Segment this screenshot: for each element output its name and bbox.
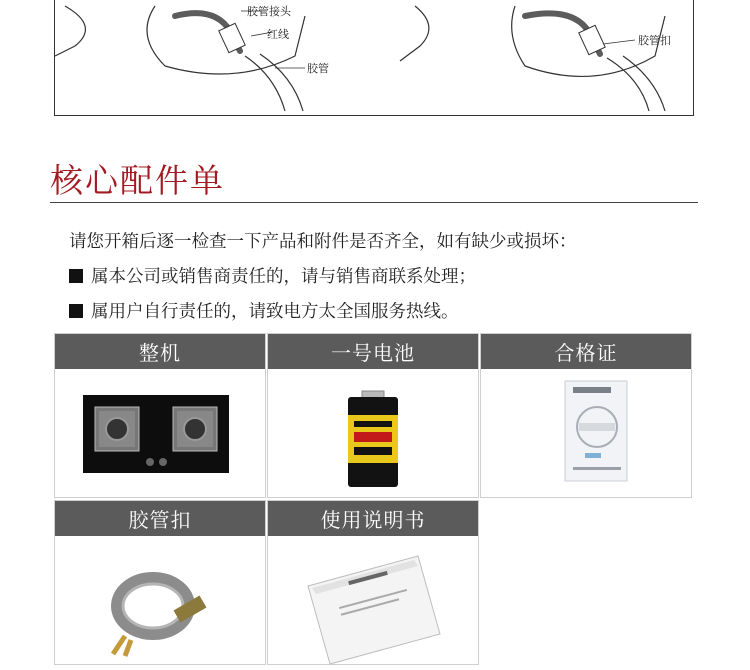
accessory-card xyxy=(54,333,266,498)
installation-diagram xyxy=(54,0,694,116)
intro-text: 请您开箱后逐一检查一下产品和附件是否齐全，如有缺少或损坏： xyxy=(69,232,577,252)
bullet-text: 属本公司或销售商责任的，请与销售商联系处理； xyxy=(91,267,476,287)
section-title: 核心配件单 xyxy=(50,161,225,200)
bullet-text: 属用户自行责任的，请致电方太全国服务热线。 xyxy=(91,302,459,322)
battery-image xyxy=(268,369,478,499)
label-hose-clamp: 胶管扣 xyxy=(638,34,671,47)
gas-stove-image xyxy=(55,369,265,499)
certificate-image xyxy=(481,369,691,499)
accessory-card xyxy=(54,500,266,665)
accessory-card xyxy=(480,333,692,498)
bullet-item xyxy=(69,263,476,288)
accessory-label: 合格证 xyxy=(481,334,691,369)
accessory-card xyxy=(267,333,479,498)
accessory-card xyxy=(267,500,479,665)
installation-diagram-drawing xyxy=(55,0,695,116)
title-divider xyxy=(50,202,698,203)
square-bullet-icon xyxy=(69,304,83,318)
manual-image xyxy=(268,536,478,666)
label-hose-connector: 胶管接头 xyxy=(247,5,291,18)
accessory-label: 使用说明书 xyxy=(268,501,478,536)
accessory-label: 一号电池 xyxy=(268,334,478,369)
square-bullet-icon xyxy=(69,269,83,283)
label-red-line: 红线 xyxy=(267,28,289,41)
accessory-label: 整机 xyxy=(55,334,265,369)
accessory-label: 胶管扣 xyxy=(55,501,265,536)
label-hose: 胶管 xyxy=(307,62,329,75)
bullet-item xyxy=(69,298,459,323)
hose-clamp-image xyxy=(55,536,265,666)
